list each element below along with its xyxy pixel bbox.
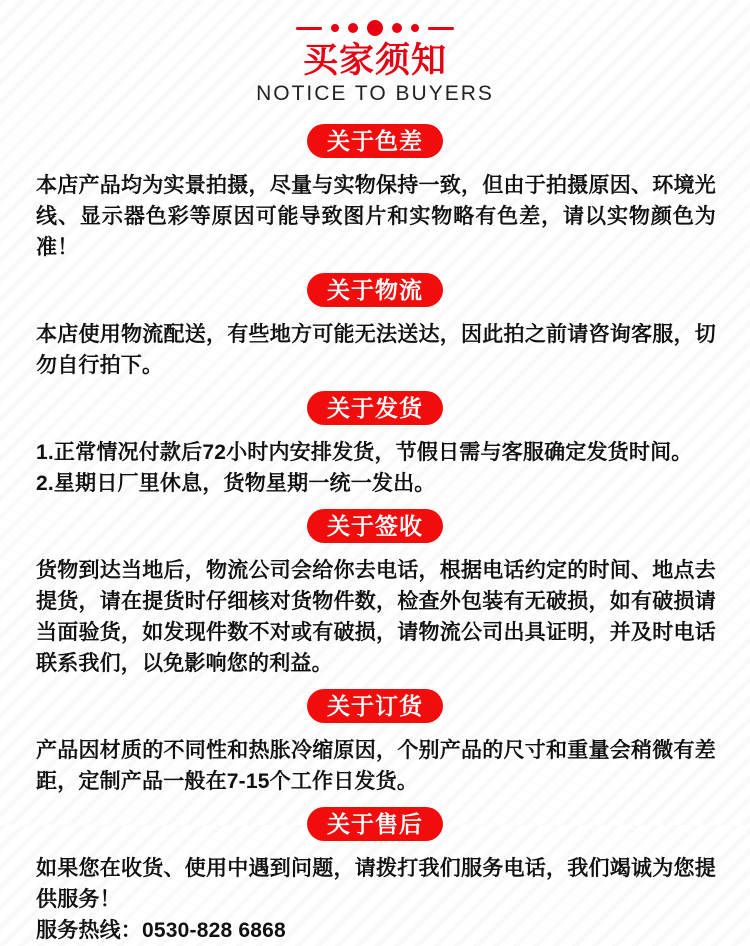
section-paragraph: 产品因材质的不同性和热胀冷缩原因，个别产品的尺寸和重量会稍微有差距，定制产品一般在7-15个工作日发货。: [36, 739, 716, 793]
section-title-pill: [307, 689, 443, 723]
section-title-label: 关于签收: [327, 513, 423, 539]
section-paragraph: 本店产品均为实景拍摄，尽量与实物保持一致，但由于拍摄原因、环境光线、显示器色彩等原因可能导致图片和实物略有色差，请以实物颜色为准！: [36, 174, 716, 259]
notice-section-color-difference: [0, 124, 750, 263]
sections-container: [0, 124, 750, 946]
section-title-pill: [307, 391, 443, 425]
section-body: [0, 170, 750, 263]
section-body: [0, 853, 750, 946]
deco-dot-icon: [367, 20, 383, 36]
notice-section-receiving: [0, 509, 750, 679]
section-title-pill: [307, 807, 443, 841]
deco-dot-icon: [392, 23, 402, 33]
page-subtitle: NOTICE TO BUYERS: [256, 82, 494, 105]
section-title-label: 关于物流: [327, 277, 423, 303]
notice-section-logistics: [0, 273, 750, 381]
section-paragraph: 货物到达当地后，物流公司会给你去电话，根据电话约定的时间、地点去提货，请在提货时仔细核对货物件数，检查外包装有无破损，如有破损请当面验货，如发现件数不对或有破损，请物流公司出具证明，并及时电话联系我们，以免影响您的利益。: [36, 559, 716, 675]
section-body: [0, 735, 750, 797]
notice-section-after-sales: [0, 807, 750, 946]
deco-dot-icon: [331, 24, 339, 32]
deco-line-left-icon: [296, 27, 322, 30]
section-paragraph: 1.正常情况付款后72小时内安排发货，节假日需与客服确定发货时间。: [36, 441, 693, 464]
deco-line-right-icon: [428, 27, 454, 30]
section-title-label: 关于售后: [327, 811, 423, 837]
section-body: [0, 437, 750, 499]
deco-dot-icon: [411, 24, 419, 32]
notice-section-shipping: [0, 391, 750, 499]
section-body: [0, 555, 750, 679]
section-title-label: 关于订货: [327, 693, 423, 719]
deco-dot-icon: [348, 23, 358, 33]
section-paragraph: 本店使用物流配送，有些地方可能无法送达，因此拍之前请咨询客服，切勿自行拍下。: [36, 323, 716, 377]
header-decoration: [0, 0, 750, 36]
section-title-pill: [307, 509, 443, 543]
page-title: 买家须知: [302, 41, 447, 80]
section-body: [0, 319, 750, 381]
section-title-label: 关于发货: [327, 395, 423, 421]
section-paragraph: 如果您在收货、使用中遇到问题，请拨打我们服务电话，我们竭诚为您提供服务！: [36, 857, 716, 911]
notice-section-ordering: [0, 689, 750, 797]
section-title-pill: [307, 124, 443, 158]
section-title-label: 关于色差: [327, 128, 423, 154]
section-paragraph: 2.星期日厂里休息，货物星期一统一发出。: [36, 472, 436, 495]
section-title-pill: [307, 273, 443, 307]
section-paragraph: 服务热线：0530-828 6868: [36, 919, 286, 942]
